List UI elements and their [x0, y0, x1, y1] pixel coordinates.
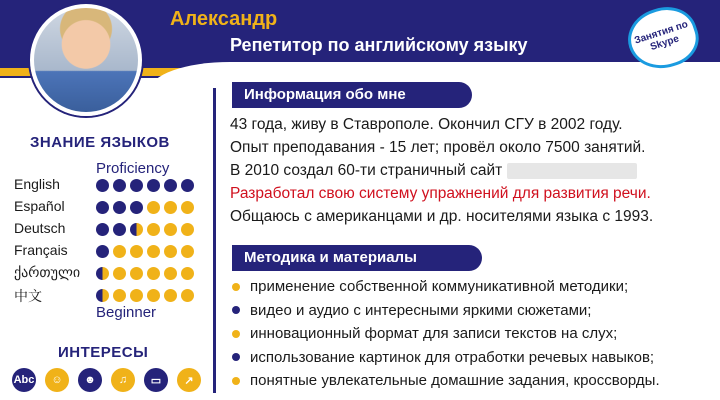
level-dot: [164, 179, 177, 192]
language-name: Español: [14, 198, 65, 214]
level-dot: [130, 179, 143, 192]
method-item: [232, 369, 718, 393]
abc-icon: Abc: [12, 368, 36, 392]
methods-heading: Методика и материалы: [232, 245, 482, 271]
language-name: Français: [14, 242, 68, 258]
about-line: [230, 136, 710, 159]
redacted-website: [507, 163, 637, 179]
chart-icon: ↗: [177, 368, 201, 392]
about-line-text: В 2010 создал 60-ти страничный сайт: [230, 162, 503, 179]
about-line-text: Общаюсь с американцами и др. носителями языка с 1993.: [230, 208, 654, 225]
about-line-text: Опыт преподавания - 15 лет; провёл около 7500 занятий.: [230, 139, 646, 156]
tv-icon: ▭: [144, 368, 168, 392]
method-item-text: инновационный формат для записи текстов на слух;: [250, 325, 618, 343]
level-dot: [164, 201, 177, 214]
language-level-dots: [96, 245, 194, 258]
language-row: [14, 220, 210, 240]
methods-list: [232, 275, 718, 393]
beginner-label: Beginner: [96, 304, 157, 321]
music-icon: ♫: [111, 368, 135, 392]
level-dot: [181, 267, 194, 280]
level-dot: [164, 289, 177, 302]
level-dot: [113, 267, 126, 280]
language-name: English: [14, 176, 60, 192]
method-item: [232, 346, 718, 370]
level-dot: [130, 223, 143, 236]
level-dot: [147, 223, 160, 236]
about-heading: Информация обо мне: [232, 82, 472, 108]
level-dot: [147, 201, 160, 214]
level-dot: [96, 201, 109, 214]
level-dot: [113, 245, 126, 258]
level-dot: [96, 245, 109, 258]
bullet-icon: [232, 353, 240, 361]
method-item-text: применение собственной коммуникативной методики;: [250, 278, 629, 296]
proficiency-label: Proficiency: [96, 160, 170, 177]
theatre-masks-icon: ☻: [78, 368, 102, 392]
interests-icons: [12, 368, 201, 392]
language-name: ქართული: [14, 264, 81, 280]
level-dot: [113, 223, 126, 236]
about-line: [230, 182, 710, 205]
level-dot: [96, 289, 109, 302]
skype-badge-text: Занятия по Skype: [633, 18, 690, 54]
method-item-text: использование картинок для отработки речевых навыков;: [250, 348, 655, 366]
level-dot: [130, 289, 143, 302]
level-dot: [96, 179, 109, 192]
language-row: [14, 242, 210, 262]
level-dot: [147, 289, 160, 302]
tutor-photo: [30, 4, 142, 116]
level-dot: [181, 289, 194, 302]
about-text: [230, 113, 710, 228]
language-row: [14, 176, 210, 196]
level-dot: [181, 179, 194, 192]
language-level-dots: [96, 201, 194, 214]
level-dot: [130, 201, 143, 214]
bullet-icon: [232, 330, 240, 338]
about-line: [230, 159, 710, 182]
level-dot: [130, 267, 143, 280]
method-item: [232, 322, 718, 346]
column-divider: [213, 88, 216, 393]
bullet-icon: [232, 377, 240, 385]
level-dot: [147, 179, 160, 192]
tutor-role: Репетитор по английскому языку: [230, 35, 528, 55]
language-row: [14, 198, 210, 218]
method-item: [232, 275, 718, 299]
level-dot: [181, 201, 194, 214]
level-dot: [164, 223, 177, 236]
about-line-text: 43 года, живу в Ставрополе. Окончил СГУ в 2002 году.: [230, 116, 623, 133]
level-dot: [147, 245, 160, 258]
level-dot: [130, 245, 143, 258]
level-dot: [181, 245, 194, 258]
level-dot: [147, 267, 160, 280]
tutor-name: Александр: [170, 8, 278, 30]
about-line: [230, 205, 710, 228]
level-dot: [96, 223, 109, 236]
level-dot: [113, 289, 126, 302]
language-row: [14, 286, 210, 306]
language-row: [14, 264, 210, 284]
level-dot: [164, 267, 177, 280]
people-icon: ☺: [45, 368, 69, 392]
language-level-dots: [96, 267, 194, 280]
language-level-dots: [96, 289, 194, 302]
languages-heading: ЗНАНИЕ ЯЗЫКОВ: [30, 134, 170, 151]
level-dot: [181, 223, 194, 236]
about-line-text: Разработал свою систему упражнений для развития речи.: [230, 185, 651, 202]
level-dot: [113, 201, 126, 214]
method-item-text: видео и аудио с интересными яркими сюжетами;: [250, 301, 592, 319]
about-line: [230, 113, 710, 136]
interests-heading: ИНТЕРЕСЫ: [58, 344, 149, 361]
bullet-icon: [232, 283, 240, 291]
method-item: [232, 299, 718, 323]
method-item-text: понятные увлекательные домашние задания, кроссворды.: [250, 372, 660, 390]
language-name: Deutsch: [14, 220, 66, 236]
language-level-dots: [96, 223, 194, 236]
language-level-dots: [96, 179, 194, 192]
level-dot: [96, 267, 109, 280]
level-dot: [164, 245, 177, 258]
language-name: 中文: [14, 288, 42, 304]
bullet-icon: [232, 306, 240, 314]
level-dot: [113, 179, 126, 192]
